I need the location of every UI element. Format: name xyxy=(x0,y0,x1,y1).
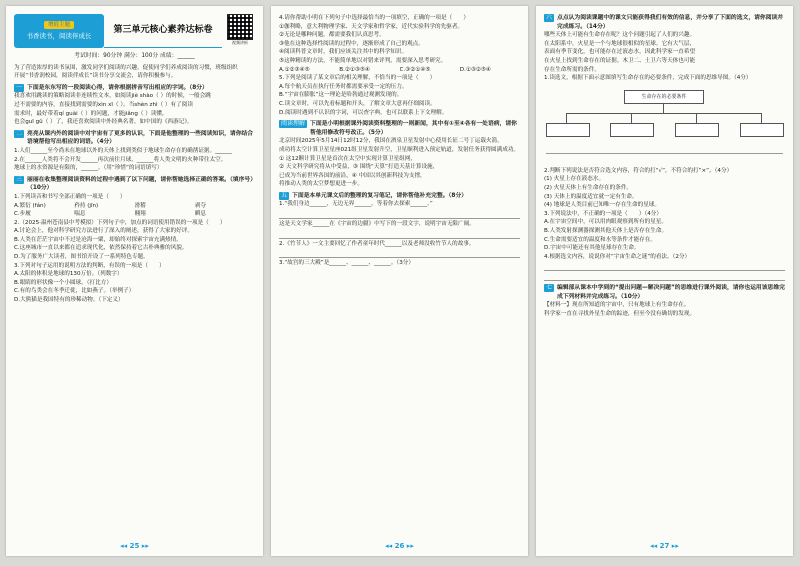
text-line: ① 这12颗计算卫星是首次在太空中实现计算卫星组网， xyxy=(279,155,416,162)
connector xyxy=(566,113,567,123)
option: C.生命需要适宜的温度和水等条件才能存在。 xyxy=(544,236,656,243)
answer-line[interactable] xyxy=(544,262,785,271)
text-line: 已成为当前世界各国的前沿，④ 中国以其创新科技为支撑， xyxy=(279,172,426,179)
text-line: 1.“我们身边______，无边无界______，等着你去探索______。” xyxy=(279,201,433,208)
section-title: 亮亮从课内外的阅读中对宇宙有了更多的认识，下面是他整理的一些阅读知识，请你结合语境帮他写出相应的词语。（4分） xyxy=(27,130,254,146)
badge-top: 增值主题 xyxy=(44,21,74,29)
page-27 xyxy=(536,6,793,556)
mind-map xyxy=(544,86,785,164)
option: 瞬息 xyxy=(194,211,206,218)
question-5: 5.下列是阅读了某文章后的相关理解，不恰当的一项是（ ） xyxy=(279,75,436,82)
page-title: 第三单元核心素养达标卷 xyxy=(104,14,222,48)
connector xyxy=(761,113,762,123)
answer-line[interactable] xyxy=(544,272,785,281)
text-line: 需求时，最好带着qí guài（ ）的问题，才能jiǎng（ ）读懂， xyxy=(14,110,168,117)
option: A.每个航天员在执行任务时都需要承受一定的压力。 xyxy=(279,83,408,90)
option: 翱翔 xyxy=(134,211,146,218)
page-number: ◂◂ 25 ▸▸ xyxy=(120,542,149,550)
text-line: 也会guī gǔ（ ）了，我还喜欢阅读中外经典名著，如中国的《西游记》。 xyxy=(14,119,193,126)
theme-badge xyxy=(14,14,104,48)
mind-map-blank[interactable] xyxy=(740,123,784,137)
text-line: 这是天文学家______在《宇宙的边疆》中写下的一段文字，说明宇宙无限广阔。 xyxy=(279,221,475,228)
section-6 xyxy=(544,14,785,31)
connector xyxy=(566,113,762,114)
section-number: 六 xyxy=(546,14,553,21)
section-3 xyxy=(14,176,255,193)
text-line: 3.“故宫的三大殿”是______、______、______。（3分） xyxy=(279,260,414,267)
text-line: 1.人们______至今尚未在地球以外的天体上找到类似于地球生命存在的确凿证据。______ xyxy=(14,147,232,154)
page-25 xyxy=(6,6,263,556)
qr-label: 视频讲析 xyxy=(232,40,248,45)
text-line: ②无论是哪种问题，都需要我们认真思考。 xyxy=(279,32,385,39)
page-number-value: 27 xyxy=(659,542,670,550)
qr-code-icon xyxy=(227,14,253,40)
options xyxy=(14,210,255,219)
section-number: 三 xyxy=(16,175,23,183)
text-line: 【材料一】现在所知道的宇宙中，只有地球上有生命存在。 xyxy=(544,302,690,309)
section-title: 下面是小明根据课外阅读资料整理的一则新闻，其中有①至④各有一处语病，请你帮他用修改符号改正。（5分） xyxy=(310,121,517,136)
section-number: 五 xyxy=(281,191,288,199)
option: A.繁衍 (fán) xyxy=(14,202,46,209)
question-3: 3.下列对句子运用的说明方法的判断，有误的一项是（ ） xyxy=(14,262,165,269)
section-7 xyxy=(544,284,785,301)
option: D.为了服务广大读者，图书馆开设了一系列特色专题。 xyxy=(14,254,149,261)
text-line: 表面有季节变化，也可能存在过液态水，因此科学家一直希望 xyxy=(544,49,696,56)
mind-map-blank[interactable] xyxy=(675,123,719,137)
page-number: ◂◂ 26 ▸▸ xyxy=(385,542,414,550)
section-2 xyxy=(14,130,255,147)
page-number-value: 26 xyxy=(394,542,405,550)
question-2: 2.（2025·温州苍南县中考模拟）下列句子中，加点的词语使用错误的一项是（ ） xyxy=(14,219,226,226)
text-line: ③他在这种选择性阅读的过程中，逐渐形成了自己的观点。 xyxy=(279,40,424,47)
option: D.①③②⑤④ xyxy=(459,66,491,73)
section-1 xyxy=(14,84,255,93)
option: 喘息 xyxy=(74,211,86,218)
answer-line[interactable] xyxy=(279,210,520,219)
section-title: 下面是本单元课文后的整理的复习笔记，请你帮他补充完整。（8分） xyxy=(292,192,468,199)
statement: (1) 火星上存在液态水。 xyxy=(544,176,605,183)
connector xyxy=(696,113,697,123)
page-26 xyxy=(271,6,528,556)
mind-map-blank[interactable] xyxy=(546,123,590,137)
text-line: 将推动人类的太空梦想更进一步。 xyxy=(279,181,363,188)
section-number: 七 xyxy=(546,284,553,292)
intro-line: 开展“书香润校园，阅读伴成长”读书分享交流会，请你积极参与。 xyxy=(14,73,177,80)
page-number-value: 25 xyxy=(129,542,140,550)
option: C.有的鸟类会在冬季迁徙，比如燕子。（举例子） xyxy=(14,288,135,295)
question-1: 1.读选文，根据下面示意图填写生命存在的必要条件，完成下面的思维导图。（4分） xyxy=(544,75,752,82)
options xyxy=(14,202,255,211)
answer-line[interactable] xyxy=(546,145,783,154)
section-title: 编辑部从课本中学到的“提出问题—解决问题”的思维进行课外阅读，请你也运用该思维完成下列材料并完成练习。（10分） xyxy=(557,285,785,300)
option: C.读文章时，可以先看标题和开头，了解文章大意再仔细阅读。 xyxy=(279,100,436,107)
header-banner xyxy=(14,14,255,48)
text-line: 在火星上找到生命存在的证据。木卫二、土卫六等天体也可能 xyxy=(544,57,696,64)
option: A.①②③④⑤ xyxy=(279,66,310,73)
option: B.眼睛的形状像一个小圆球。（打比方） xyxy=(14,279,112,286)
section-title: 点点认为阅读课题中的课文只能获得我们有效的信息，并分享了下面的选文，请你阅读并完成练习。（14分） xyxy=(557,15,784,30)
text-line: 2.《竹节人》一文主要回忆了作者童年时代______以及老师没收竹节人的故事。 xyxy=(279,240,475,247)
option: 滑稽 xyxy=(134,202,146,209)
text-line: ② 天文科学研究将从中受益，③ 围绕“天算”打造天基计算设施， xyxy=(279,164,439,171)
mind-map-blank[interactable] xyxy=(610,123,654,137)
text-line: ④阅读科普文章时，我们应该关注其中的科学知识。 xyxy=(279,49,408,56)
option: 剥夺 xyxy=(194,202,206,209)
connector xyxy=(631,113,632,123)
text-line: ①伽利略，意大利物理学家、天文学家和哲学家，近代实验科学的先驱者。 xyxy=(279,23,464,30)
option: D.阅读时遇到不认识的字词，可以查字典，也可以联系上下文理解。 xyxy=(279,109,448,116)
text-line: 北京时间2025年5月14日12时12分，我国在酒泉卫星发射中心使用长征二号丁运载火箭， xyxy=(279,138,503,145)
text-line: 2.在______人类将不会开发______再次前往月球，______将人类文明的火种带往太空。 xyxy=(14,156,227,163)
option: B.“宇宙在膨胀”这一理论是哈勃通过观测发现的。 xyxy=(279,92,403,99)
exam-meta: 考试时间：90分钟 满分：100分 成绩：______ xyxy=(74,53,195,59)
text-line: 在太阳系中，火星是一个与地球很相似的星球。它有大气层， xyxy=(544,40,696,47)
statement: (3) 天体上的温度适宜就一定有生命。 xyxy=(544,193,638,200)
text-line: 地球上的水资源是有限的，______。（用“珍惜”的词语填写） xyxy=(14,165,163,172)
statement: (2) 火星天体上有生命存在的条件。 xyxy=(544,184,633,191)
text-line: 成功将太空计算卫星星座021组卫星发射升空，卫星顺利进入预定轨道，发射任务获得圆满成功。 xyxy=(279,146,520,153)
question-3: 3.下列说法中，不正确的一项是（ ）（4分） xyxy=(544,210,662,217)
text-line: 过不需要的内容，直接找到需要的xìn xī（ ）。当shèn zhì（ ）有了阅读 xyxy=(14,101,193,108)
section-title: 丽丽在收集整理阅读资料的过程中遇到了以下问题，请你帮她选择正确的答案。（填序号）（10分） xyxy=(27,176,254,192)
page-number: ◂◂ 27 ▸▸ xyxy=(650,542,679,550)
section-title: 下面是东东写的一段阅读心得，请你根据拼音写出相应的字词。（8分） xyxy=(27,84,208,91)
answer-line[interactable] xyxy=(279,230,520,239)
option: B.人类在茫茫宇宙中不过是沧海一粟，却始终对探索宇宙充满热情。 xyxy=(14,236,182,243)
option: A.在宇宙空间中，可以用肉眼观察到所有的星星。 xyxy=(544,219,667,226)
section-number: 阅读理解 xyxy=(281,120,306,128)
mind-map-root: 生命存在的必要条件 xyxy=(624,90,704,104)
text-line: 存在生命所需的条件。 xyxy=(544,66,600,73)
option: B.人类发射探测器探测其他天体上是否存在生命。 xyxy=(544,227,668,234)
option: B.②①③⑤④ xyxy=(339,66,370,73)
option: C.步履 xyxy=(14,211,31,218)
question-4: 4.根据选文内容，说说你对“宇宙生命之谜”的看法。（2分） xyxy=(544,253,691,260)
qr-code[interactable] xyxy=(225,14,255,48)
text-line: ⑤这种精读的方法，不能简单地以对错来评判，需要深入思考研究。 xyxy=(279,57,447,64)
connector xyxy=(663,103,664,113)
options xyxy=(279,66,520,75)
intro-line: 为了营造浓厚的读书氛围，激发同学们阅读的兴趣，促使同学们养成阅读的习惯，班级组织 xyxy=(14,64,238,71)
badge-main: 书香读书，阅读伴成长 xyxy=(26,32,92,40)
option: D.宇宙中可能还有其他星球存在生命。 xyxy=(544,245,640,252)
section-number: 二 xyxy=(16,129,23,137)
text-line: 我喜欢用跳读的策略阅读非连续性文本，如阅读jiè shào（ ）的时候，一般会跳 xyxy=(14,93,211,100)
option: C.③②①④⑤ xyxy=(399,66,431,73)
text-line: 哪些天体上可能有生命存在呢？这个问题引起了人们的兴趣。 xyxy=(544,32,696,39)
option: D.大熊猫是我国特有的珍稀动物。（下定义） xyxy=(14,297,124,304)
section-5 xyxy=(279,192,520,201)
question-2: 2.判断下列说法是否符合选文内容，符合的打“√”，不符合的打“×”。（4分） xyxy=(544,167,733,174)
section-4 xyxy=(279,120,520,137)
question-4: 4.请你帮助小明在下列句子中选择最恰当的一项填空，正确的一项是（ ） xyxy=(279,15,469,21)
question-1: 1.下列读音和书写全部正确的一项是（ ） xyxy=(14,193,126,200)
option: C.这座城市一直以来都在追求现代化，依然保持着它古朴典雅的风貌。 xyxy=(14,245,188,252)
statement: (4) 地球是人类目前已知唯一存在生命的星球。 xyxy=(544,202,660,209)
answer-line[interactable] xyxy=(279,249,520,258)
option: A.太阳的体积是地球的130万倍。（列数字） xyxy=(14,271,123,278)
option: A.讨论会上，他对科学研究方法进行了深入的阐述，获得了大家的好评。 xyxy=(14,228,193,235)
section-number: 一 xyxy=(16,83,23,91)
option: 矜持 (jīn) xyxy=(74,202,99,209)
text-line: 科学家一直在寻找外星生命的踪迹，但至今没有确切的发现。 xyxy=(544,311,696,318)
